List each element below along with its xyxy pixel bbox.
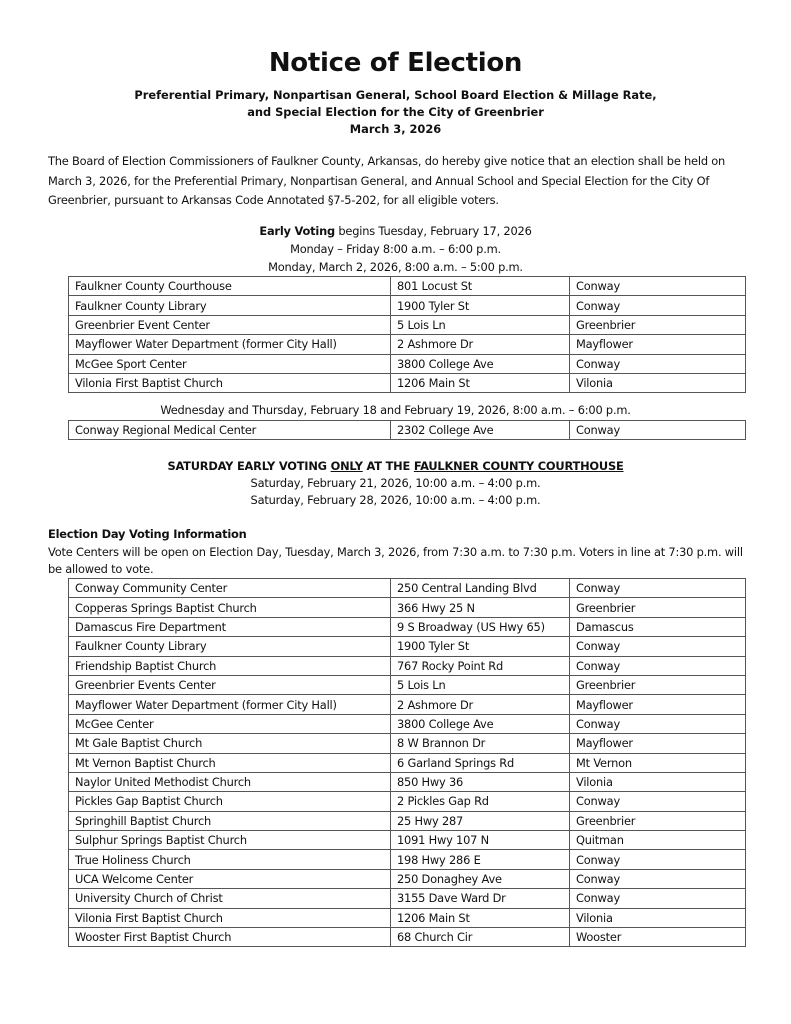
- table-row: [69, 675, 746, 694]
- location-name: Mayflower Water Department (former City Hall): [69, 335, 391, 354]
- table-row: [69, 869, 746, 888]
- location-address: 2302 College Ave: [391, 421, 570, 440]
- location-city: Mt Vernon: [570, 753, 746, 772]
- intro-paragraph: The Board of Election Commissioners of Faulkner County, Arkansas, do hereby give notice that an election shall be held on March 3, 2026, for the Preferential Primary, Nonpartisan General, and Annual School and Special Election for the City Of Greenbrier, pursuant to Arkansas Code Annotated §7-5-202, for all eligible voters.: [48, 154, 726, 207]
- location-city: Conway: [570, 850, 746, 869]
- table-row: [69, 277, 746, 296]
- table-row: [69, 928, 746, 947]
- location-city: Conway: [570, 889, 746, 908]
- location-address: 5 Lois Ln: [391, 675, 570, 694]
- location-name: Faulkner County Library: [69, 637, 391, 656]
- early-voting-table: [68, 276, 746, 393]
- table-row: [69, 889, 746, 908]
- location-name: Mt Gale Baptist Church: [69, 734, 391, 753]
- location-city: Conway: [570, 714, 746, 733]
- table-row: [69, 811, 746, 830]
- table-row: [69, 908, 746, 927]
- location-name: True Holiness Church: [69, 850, 391, 869]
- location-name: McGee Sport Center: [69, 354, 391, 373]
- location-name: Springhill Baptist Church: [69, 811, 391, 830]
- table-row: [69, 772, 746, 791]
- saturday-hours-1: Saturday, February 21, 2026, 10:00 a.m. – 4:00 p.m.: [250, 476, 541, 490]
- location-address: 9 S Broadway (US Hwy 65): [391, 617, 570, 636]
- location-city: Conway: [570, 277, 746, 296]
- table-row: [69, 831, 746, 850]
- location-name: Pickles Gap Baptist Church: [69, 792, 391, 811]
- early-voting-start: begins Tuesday, February 17, 2026: [334, 224, 532, 238]
- early-voting-heading: [0, 224, 791, 238]
- location-address: 2 Pickles Gap Rd: [391, 792, 570, 811]
- location-city: Quitman: [570, 831, 746, 850]
- location-city: Conway: [570, 579, 746, 598]
- location-address: 2 Ashmore Dr: [391, 695, 570, 714]
- location-name: Naylor United Methodist Church: [69, 772, 391, 791]
- location-address: 5 Lois Ln: [391, 315, 570, 334]
- location-address: 1206 Main St: [391, 373, 570, 392]
- location-city: Conway: [570, 296, 746, 315]
- table-row: [69, 656, 746, 675]
- location-city: Greenbrier: [570, 811, 746, 830]
- location-address: 850 Hwy 36: [391, 772, 570, 791]
- location-address: 250 Donaghey Ave: [391, 869, 570, 888]
- location-city: Mayflower: [570, 335, 746, 354]
- location-name: Greenbrier Event Center: [69, 315, 391, 334]
- location-address: 198 Hwy 286 E: [391, 850, 570, 869]
- table-row: [69, 421, 746, 440]
- saturday-hours-2: Saturday, February 28, 2026, 10:00 a.m. – 4:00 p.m.: [250, 493, 541, 507]
- table-row: [69, 335, 746, 354]
- location-city: Conway: [570, 656, 746, 675]
- location-name: Mayflower Water Department (former City Hall): [69, 695, 391, 714]
- saturday-heading: SATURDAY EARLY VOTING ONLY AT THE FAULKNER COUNTY COURTHOUSE: [167, 459, 624, 473]
- location-name: Wooster First Baptist Church: [69, 928, 391, 947]
- location-city: Conway: [570, 792, 746, 811]
- location-name: Sulphur Springs Baptist Church: [69, 831, 391, 850]
- location-address: 25 Hwy 287: [391, 811, 570, 830]
- location-name: Copperas Springs Baptist Church: [69, 598, 391, 617]
- table-row: [69, 695, 746, 714]
- table-row: [69, 598, 746, 617]
- table-row: [69, 579, 746, 598]
- election-day-text: Vote Centers will be open on Election Day, Tuesday, March 3, 2026, from 7:30 a.m. to 7:30 p.m. Voters in line at 7:30 p.m. will be allowed to vote.: [48, 545, 743, 576]
- location-address: 8 W Brannon Dr: [391, 734, 570, 753]
- early-voting-label: Early Voting: [259, 224, 335, 238]
- location-address: 3800 College Ave: [391, 714, 570, 733]
- location-name: Faulkner County Courthouse: [69, 277, 391, 296]
- location-address: 1091 Hwy 107 N: [391, 831, 570, 850]
- table-row: [69, 373, 746, 392]
- election-day-table: [68, 578, 746, 947]
- location-address: 68 Church Cir: [391, 928, 570, 947]
- subtitle-line-1: Preferential Primary, Nonpartisan General, School Board Election & Millage Rate,: [134, 88, 657, 102]
- page-title: Notice of Election: [268, 48, 523, 78]
- location-name: Greenbrier Events Center: [69, 675, 391, 694]
- location-name: Damascus Fire Department: [69, 617, 391, 636]
- location-address: 801 Locust St: [391, 277, 570, 296]
- table-row: [69, 354, 746, 373]
- location-address: 1206 Main St: [391, 908, 570, 927]
- location-address: 250 Central Landing Blvd: [391, 579, 570, 598]
- location-name: Faulkner County Library: [69, 296, 391, 315]
- table-row: [69, 714, 746, 733]
- location-city: Mayflower: [570, 734, 746, 753]
- location-name: Conway Community Center: [69, 579, 391, 598]
- early-voting-hours-1: Monday – Friday 8:00 a.m. – 6:00 p.m.: [290, 242, 501, 256]
- location-name: Vilonia First Baptist Church: [69, 373, 391, 392]
- location-address: 767 Rocky Point Rd: [391, 656, 570, 675]
- location-city: Greenbrier: [570, 315, 746, 334]
- location-city: Conway: [570, 354, 746, 373]
- location-name: Friendship Baptist Church: [69, 656, 391, 675]
- location-city: Damascus: [570, 617, 746, 636]
- midweek-table: [68, 420, 746, 440]
- location-address: 3155 Dave Ward Dr: [391, 889, 570, 908]
- midweek-hours: Wednesday and Thursday, February 18 and February 19, 2026, 8:00 a.m. – 6:00 p.m.: [160, 403, 631, 417]
- table-row: [69, 296, 746, 315]
- location-name: Mt Vernon Baptist Church: [69, 753, 391, 772]
- location-city: Greenbrier: [570, 598, 746, 617]
- table-row: [69, 734, 746, 753]
- location-city: Mayflower: [570, 695, 746, 714]
- location-city: Conway: [570, 869, 746, 888]
- location-address: 1900 Tyler St: [391, 637, 570, 656]
- location-address: 2 Ashmore Dr: [391, 335, 570, 354]
- location-city: Conway: [570, 637, 746, 656]
- location-address: 3800 College Ave: [391, 354, 570, 373]
- election-day-heading: Election Day Voting Information: [48, 527, 247, 541]
- location-name: University Church of Christ: [69, 889, 391, 908]
- table-row: [69, 753, 746, 772]
- location-name: UCA Welcome Center: [69, 869, 391, 888]
- table-row: [69, 617, 746, 636]
- election-date: March 3, 2026: [349, 122, 442, 136]
- location-name: Vilonia First Baptist Church: [69, 908, 391, 927]
- location-name: Conway Regional Medical Center: [69, 421, 391, 440]
- location-city: Vilonia: [570, 908, 746, 927]
- table-row: [69, 850, 746, 869]
- early-voting-hours-2: Monday, March 2, 2026, 8:00 a.m. – 5:00 p.m.: [268, 260, 523, 274]
- location-name: McGee Center: [69, 714, 391, 733]
- location-address: 366 Hwy 25 N: [391, 598, 570, 617]
- location-city: Conway: [570, 421, 746, 440]
- table-row: [69, 637, 746, 656]
- location-city: Vilonia: [570, 373, 746, 392]
- location-city: Vilonia: [570, 772, 746, 791]
- location-address: 1900 Tyler St: [391, 296, 570, 315]
- location-city: Wooster: [570, 928, 746, 947]
- subtitle-line-2: and Special Election for the City of Greenbrier: [247, 105, 544, 119]
- location-address: 6 Garland Springs Rd: [391, 753, 570, 772]
- table-row: [69, 315, 746, 334]
- location-city: Greenbrier: [570, 675, 746, 694]
- table-row: [69, 792, 746, 811]
